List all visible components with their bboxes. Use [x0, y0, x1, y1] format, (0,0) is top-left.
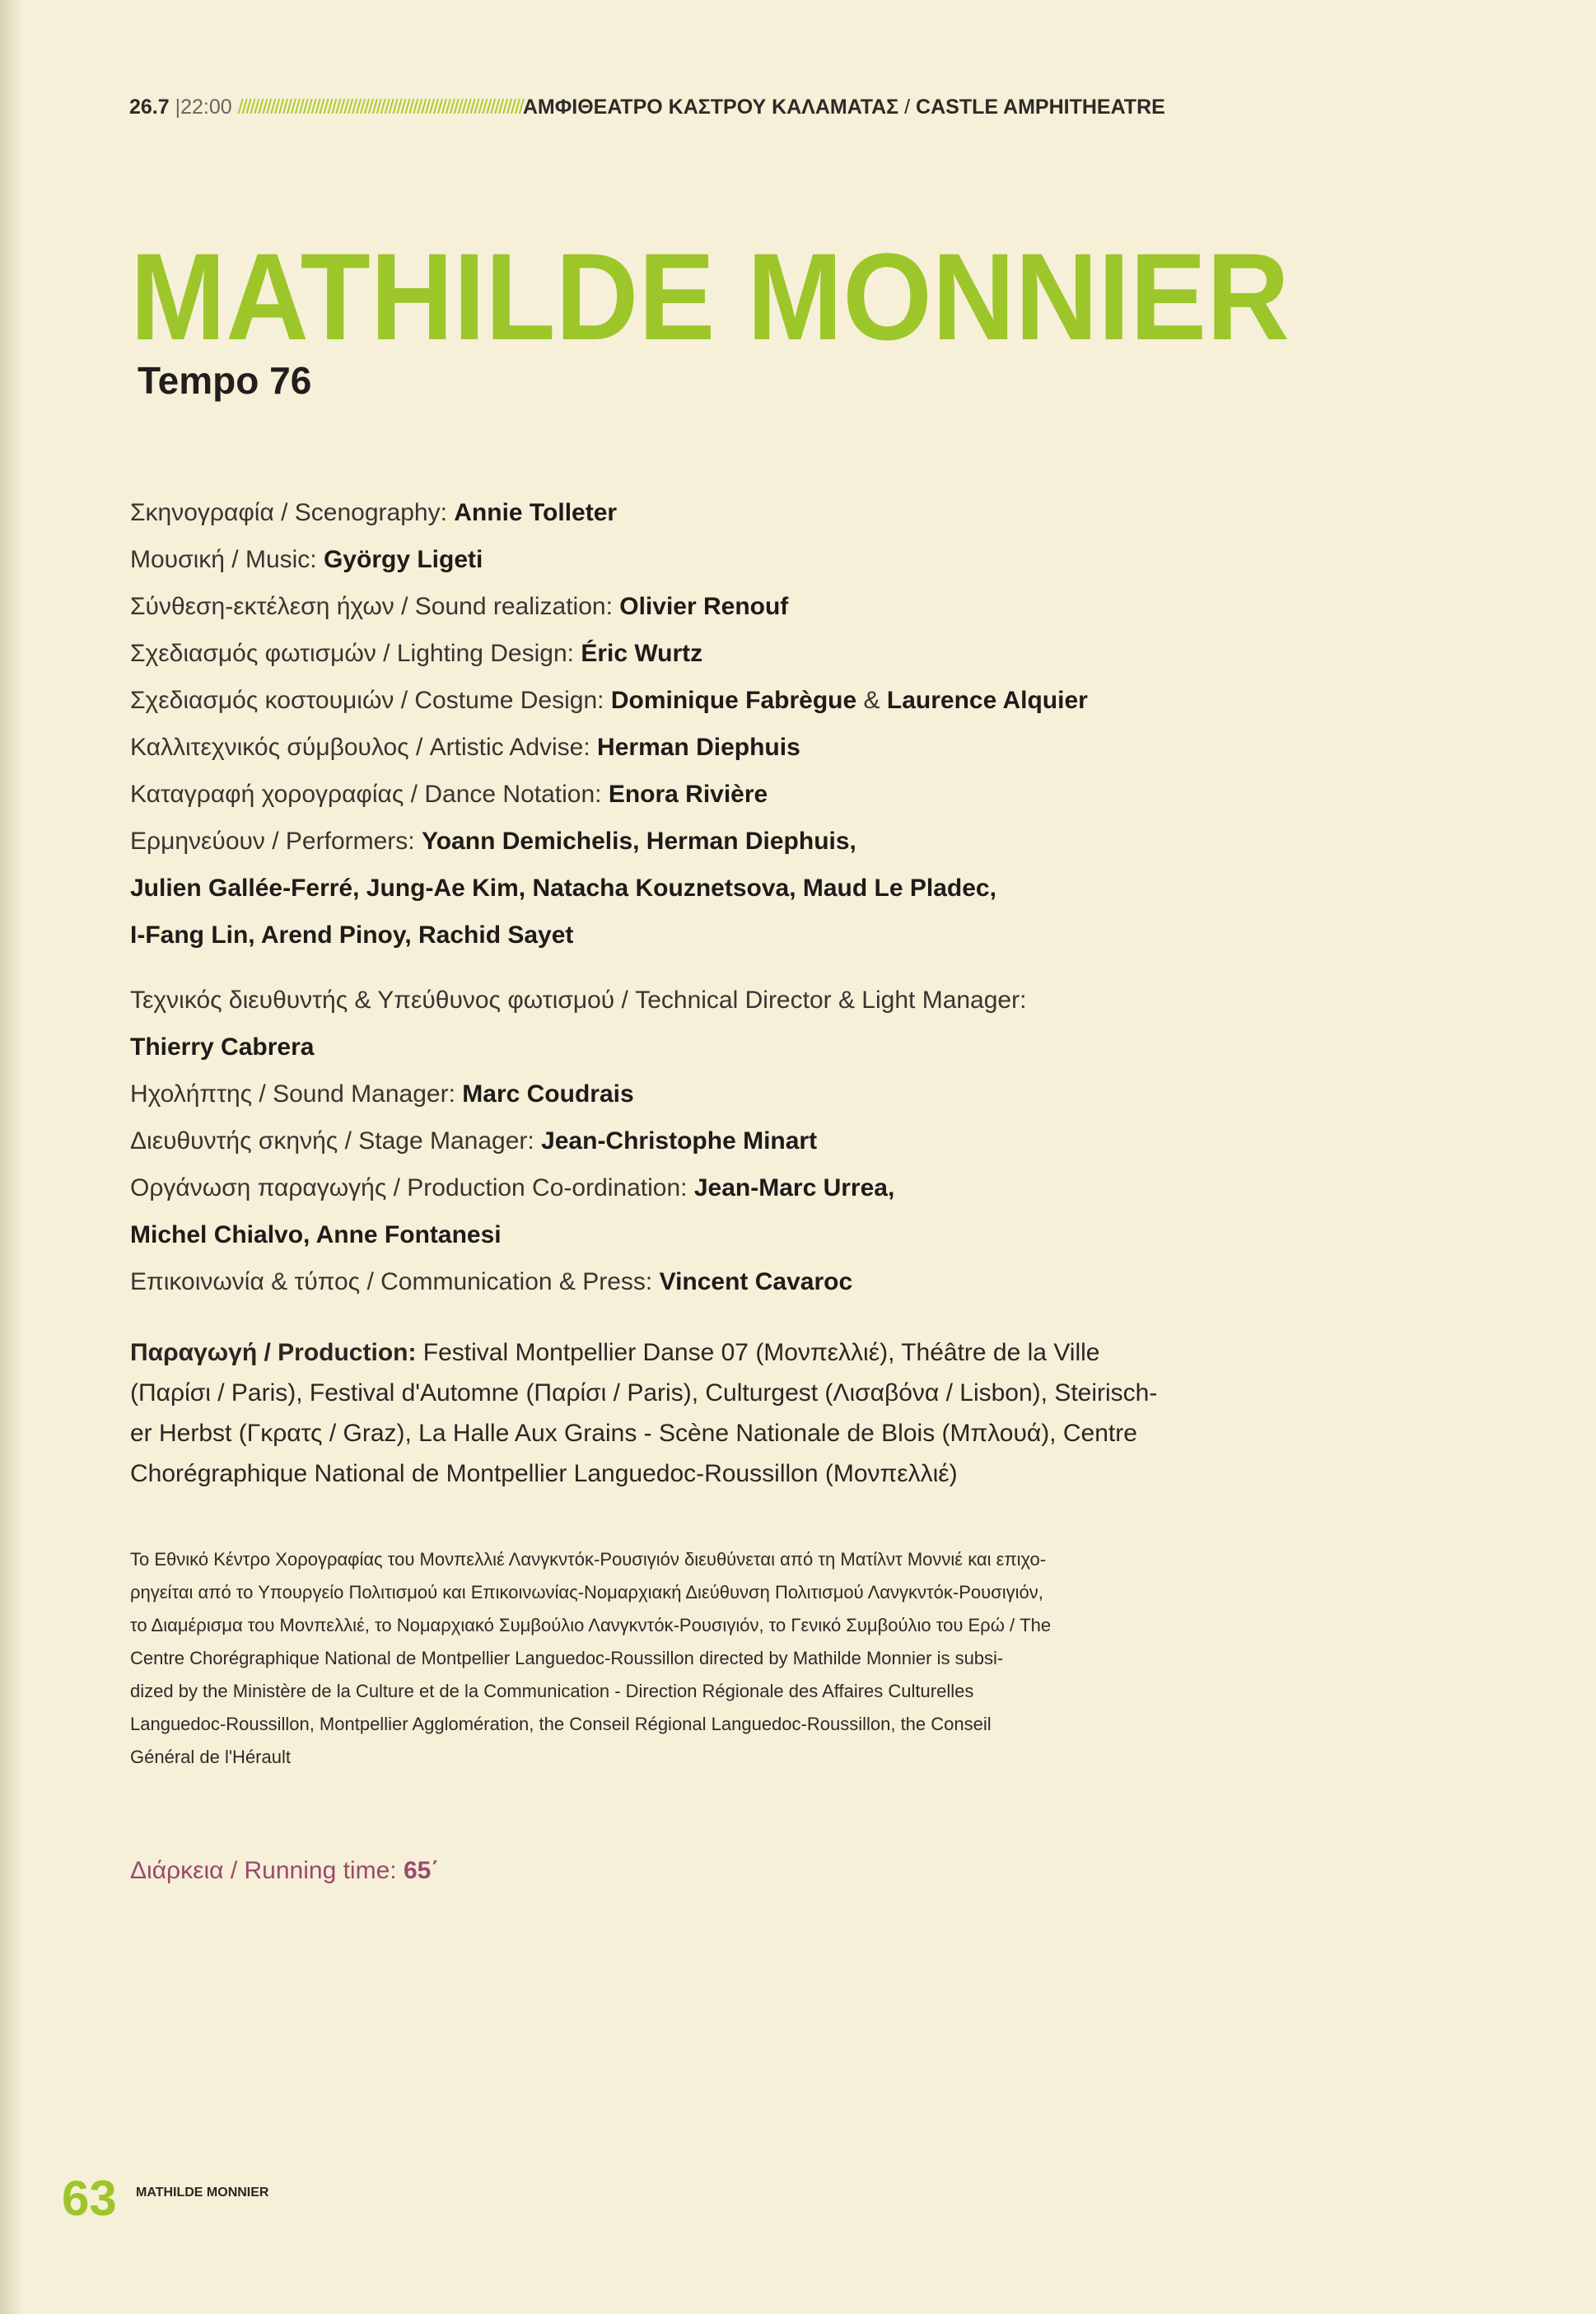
credit-row	[130, 771, 1497, 818]
credit-row	[130, 677, 1497, 724]
credit-name: Éric Wurtz	[581, 640, 703, 667]
support-line: Languedoc-Roussillon, Montpellier Agglomération, the Conseil Régional Languedoc-Roussillon, the Conseil	[130, 1714, 992, 1734]
section-gap	[130, 959, 1497, 977]
venue-separator: /	[898, 96, 917, 119]
support-line: το Διαμέρισμα του Μονπελλιέ, το Νομαρχιακό Συμβούλιο Λανγκντόκ-Ρουσιγιόν, το Γενικό Συμβούλιο του Ερώ / The	[130, 1615, 1052, 1635]
credit-role: Καλλιτεχνικός σύμβουλος / Artistic Advise:	[130, 734, 598, 761]
credit-name: Olivier Renouf	[619, 593, 789, 620]
credit-name: Laurence Alquier	[886, 687, 1088, 714]
credit-role: Σχεδιασμός κοστουμιών / Costume Design:	[130, 687, 611, 714]
support-line: Το Εθνικό Κέντρο Χορογραφίας του Μονπελλιέ Λανγκντόκ-Ρουσιγιόν διευθύνεται από τη Ματίλντ Μοννιέ και επιχο-	[130, 1549, 1047, 1570]
credit-row	[130, 1117, 1497, 1164]
credit-name-continued: Michel Chialvo, Anne Fontanesi	[130, 1221, 502, 1248]
credit-and: &	[856, 687, 887, 714]
running-time	[130, 1857, 439, 1885]
credit-name: Enora Rivière	[608, 781, 768, 808]
venue-english: CASTLE AMPHITHEATRE	[916, 96, 1165, 119]
credit-name: Dominique Fabrègue	[610, 687, 857, 714]
credit-row	[130, 1071, 1497, 1117]
credit-row	[130, 583, 1497, 630]
production-line	[130, 1332, 1497, 1373]
credit-name: Jean-Christophe Minart	[541, 1127, 818, 1155]
page-number: 63	[62, 2171, 117, 2226]
event-header	[129, 96, 1480, 119]
page-edge-shadow	[0, 0, 23, 2314]
performers-line: I-Fang Lin, Arend Pinoy, Rachid Sayet	[130, 921, 574, 949]
credit-role: Σύνθεση-εκτέλεση ήχων / Sound realization:	[130, 593, 620, 620]
credit-role: Μουσική / Music:	[130, 546, 324, 573]
credit-role: Καταγραφή χορογραφίας / Dance Notation:	[130, 781, 609, 808]
running-time-value: 65΄	[403, 1857, 440, 1884]
header-slashes: //////////////////////////////////////////////////////////////////////	[237, 96, 523, 119]
support-paragraph	[130, 1543, 1497, 1774]
event-date: 26.7	[129, 96, 170, 119]
credit-name: György Ligeti	[323, 546, 483, 573]
credit-row	[130, 1164, 1497, 1211]
venue-greek: ΑΜΦΙΘΕΑΤΡΟ ΚΑΣΤΡΟΥ ΚΑΛΑΜΑΤΑΣ	[522, 96, 899, 119]
footer-running-title: MATHILDE MONNIER	[136, 2186, 269, 2200]
support-line: Centre Chorégraphique National de Montpellier Languedoc-Roussillon directed by Mathilde Monnier is subsi-	[130, 1648, 1004, 1668]
credit-name: Vincent Cavaroc	[659, 1268, 853, 1295]
work-title: Tempo 76	[138, 359, 312, 402]
credit-name: Herman Diephuis	[597, 734, 800, 761]
production-text: Festival Montpellier Danse 07 (Μονπελλιέ), Théâtre de la Ville	[422, 1339, 1100, 1366]
support-line: Général de l'Hérault	[130, 1747, 291, 1767]
credit-row	[130, 1258, 1497, 1305]
credit-row	[130, 536, 1497, 583]
production-line: er Herbst (Γκρατς / Graz), La Halle Aux Grains - Scène Nationale de Blois (Μπλουά), Centre	[130, 1420, 1137, 1447]
support-line: ρηγείται από το Υπουργείο Πολιτισμού και Επικοινωνίας-Νομαρχιακή Διεύθυνση Πολιτισμού Λανγκντόκ-Ρουσιγιόν,	[130, 1582, 1043, 1603]
credit-name: Marc Coudrais	[462, 1080, 634, 1108]
running-time-label: Διάρκεια / Running time:	[130, 1857, 404, 1884]
production-paragraph	[130, 1332, 1497, 1494]
performers-role: Ερμηνεύουν / Performers:	[130, 828, 422, 855]
performers-row	[130, 818, 1497, 865]
production-label: Παραγωγή / Production:	[130, 1339, 423, 1366]
support-line: dized by the Ministère de la Culture et de la Communication - Direction Régionale des Affaires Culturelles	[130, 1681, 974, 1701]
credit-name: Annie Tolleter	[454, 499, 618, 526]
credit-role: Σχεδιασμός φωτισμών / Lighting Design:	[130, 640, 581, 667]
credit-row	[130, 630, 1497, 677]
event-time: 22:00	[180, 96, 232, 119]
credit-row	[130, 724, 1497, 771]
production-line: Chorégraphique National de Montpellier Languedoc-Roussillon (Μονπελλιέ)	[130, 1460, 958, 1487]
credit-name: Jean-Marc Urrea,	[693, 1174, 895, 1201]
credit-role: Ηχολήπτης / Sound Manager:	[130, 1080, 463, 1108]
production-line: (Παρίσι / Paris), Festival d'Automne (Παρίσι / Paris), Culturgest (Λισαβόνα / Lisbon), Steirisch-	[130, 1379, 1158, 1407]
performers-names: Yoann Demichelis, Herman Diephuis,	[421, 828, 856, 855]
technical-director-name: Thierry Cabrera	[130, 1033, 315, 1061]
credit-role: Οργάνωση παραγωγής / Production Co-ordination:	[130, 1174, 694, 1201]
credit-row	[130, 489, 1497, 536]
artist-title: MATHILDE MONNIER	[130, 227, 1290, 366]
credit-role: Σκηνογραφία / Scenography:	[130, 499, 455, 526]
credits-list	[130, 489, 1497, 1305]
performers-line: Julien Gallée-Ferré, Jung-Ae Kim, Natacha Kouznetsova, Maud Le Pladec,	[130, 875, 996, 902]
technical-director-role: Τεχνικός διευθυντής & Υπεύθυνος φωτισμού / Technical Director & Light Manager:	[130, 987, 1027, 1014]
credit-role: Επικοινωνία & τύπος / Communication & Press:	[130, 1268, 660, 1295]
header-separator: |	[175, 96, 181, 119]
credit-role: Διευθυντής σκηνής / Stage Manager:	[130, 1127, 542, 1155]
